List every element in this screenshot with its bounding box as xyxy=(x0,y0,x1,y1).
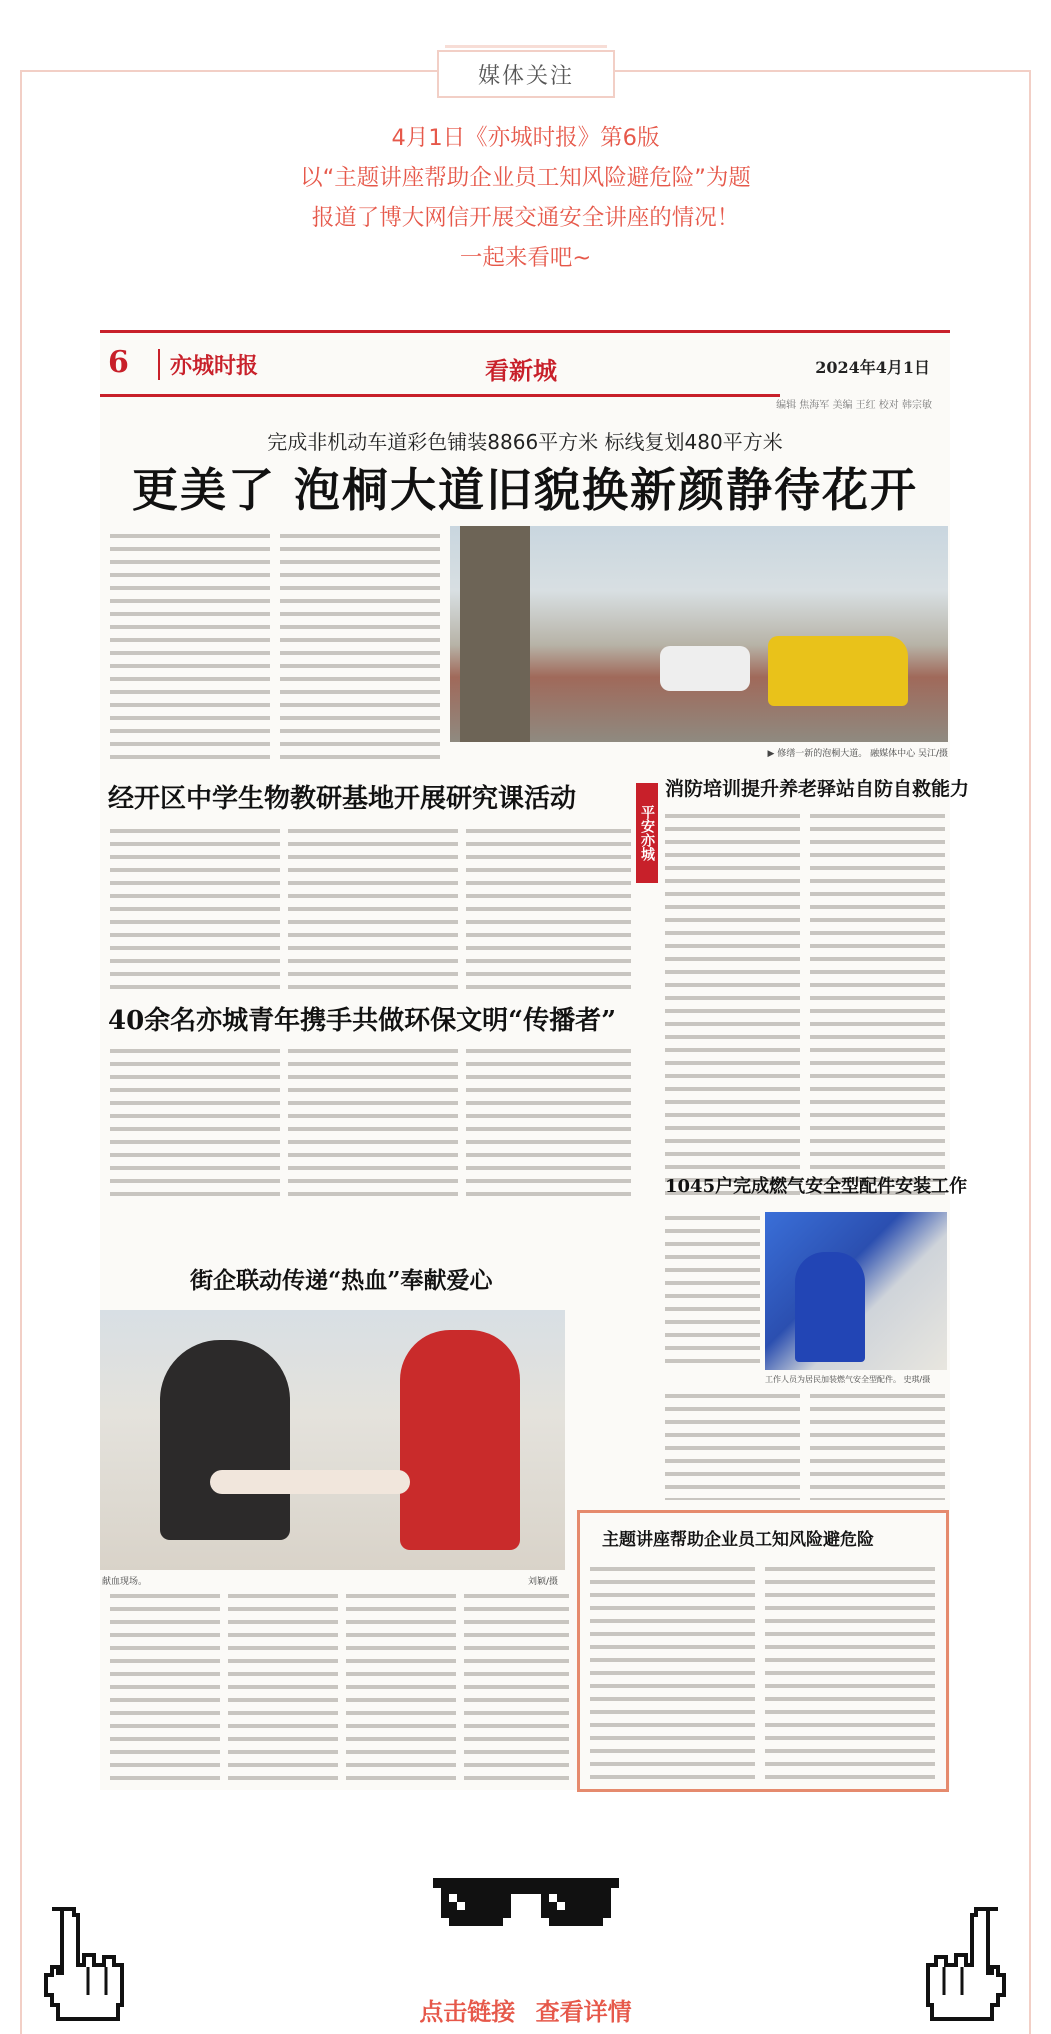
gas-photo-caption: 工作人员为居民加装燃气安全型配件。 史琪/摄 xyxy=(765,1375,931,1384)
view-details-link[interactable] xyxy=(0,1992,1051,2027)
pixel-sunglasses-icon xyxy=(433,1872,619,1934)
intro-text xyxy=(0,118,1051,278)
blood-column-1 xyxy=(110,1590,220,1780)
youth-column-2 xyxy=(288,1045,458,1205)
fire-column-2 xyxy=(810,810,945,1200)
editors-line: 编辑 焦海军 美编 王红 校对 韩宗敏 xyxy=(776,400,932,411)
intro-line-3: 报道了博大网信开展交通安全讲座的情况！ xyxy=(311,205,740,231)
youth-column-3 xyxy=(466,1045,631,1205)
intro-line-4: 一起来看吧~ xyxy=(459,245,592,271)
cta-click-link[interactable]: 点击链接 xyxy=(419,1998,516,2026)
gas-column-1 xyxy=(665,1212,760,1372)
paper-name: 亦城时报 xyxy=(158,349,258,380)
article-title-gas: 1045户完成燃气安全型配件安装工作 xyxy=(665,1176,968,1197)
boulevard-photo-caption: ▶ 修缮一新的泡桐大道。 融媒体中心 吴江/摄 xyxy=(767,749,948,759)
lead-article-column-2 xyxy=(280,530,440,762)
youth-column-1 xyxy=(110,1045,280,1205)
blood-photo-caption-right: 刘颖/摄 xyxy=(528,1577,559,1587)
section-label: 媒体关注 xyxy=(477,63,574,89)
blood-photo-caption-left: 献血现场。 xyxy=(102,1577,148,1587)
article-title-youth: 40余名亦城青年携手共做环保文明“传播者” xyxy=(108,1006,617,1036)
intro-line-2: 以“主题讲座帮助企业员工知风险避危险”为题 xyxy=(300,165,751,191)
fire-column-1 xyxy=(665,810,800,1200)
page-number: 6 xyxy=(108,345,129,380)
blood-donation-photo xyxy=(100,1310,565,1570)
cta-view-details[interactable]: 查看详情 xyxy=(535,1998,632,2026)
boulevard-photo xyxy=(450,526,948,742)
article-title-blood: 街企联动传递“热血”奉献爱心 xyxy=(190,1267,493,1294)
newspaper-page-image xyxy=(100,330,970,1790)
publication-date: 2024年4月1日 xyxy=(815,358,930,377)
lead-article-column-1 xyxy=(110,530,270,762)
blood-column-3 xyxy=(346,1590,456,1780)
article-title-biology: 经开区中学生物教研基地开展研究课活动 xyxy=(108,784,577,814)
masthead-rule xyxy=(100,394,780,397)
gas-column-3 xyxy=(810,1390,945,1500)
blood-column-4 xyxy=(464,1590,569,1780)
biology-column-1 xyxy=(110,825,280,990)
gas-column-2 xyxy=(665,1390,800,1500)
highlighted-article-box xyxy=(577,1510,949,1792)
lecture-column-1 xyxy=(590,1563,755,1783)
gas-fitting-photo xyxy=(765,1212,947,1370)
lecture-column-2 xyxy=(765,1563,935,1783)
article-title-fire: 消防培训提升养老驿站自防自救能力 xyxy=(665,778,970,800)
blood-column-2 xyxy=(228,1590,338,1780)
safety-section-tag: 平安亦城 xyxy=(636,783,658,883)
paper-section: 看新城 xyxy=(485,356,557,385)
newspaper-masthead xyxy=(100,330,950,393)
article-title-traffic-lecture: 主题讲座帮助企业员工知风险避危险 xyxy=(602,1530,874,1550)
lead-subhead: 完成非机动车道彩色铺装8866平方米 标线复划480平方米 xyxy=(267,430,783,454)
section-label-badge xyxy=(437,50,615,98)
lead-headline: 更美了 泡桐大道旧貌换新颜静待花开 xyxy=(131,463,918,517)
intro-line-1: 4月1日《亦城时报》第6版 xyxy=(391,125,660,151)
biology-column-2 xyxy=(288,825,458,990)
biology-column-3 xyxy=(466,825,631,990)
